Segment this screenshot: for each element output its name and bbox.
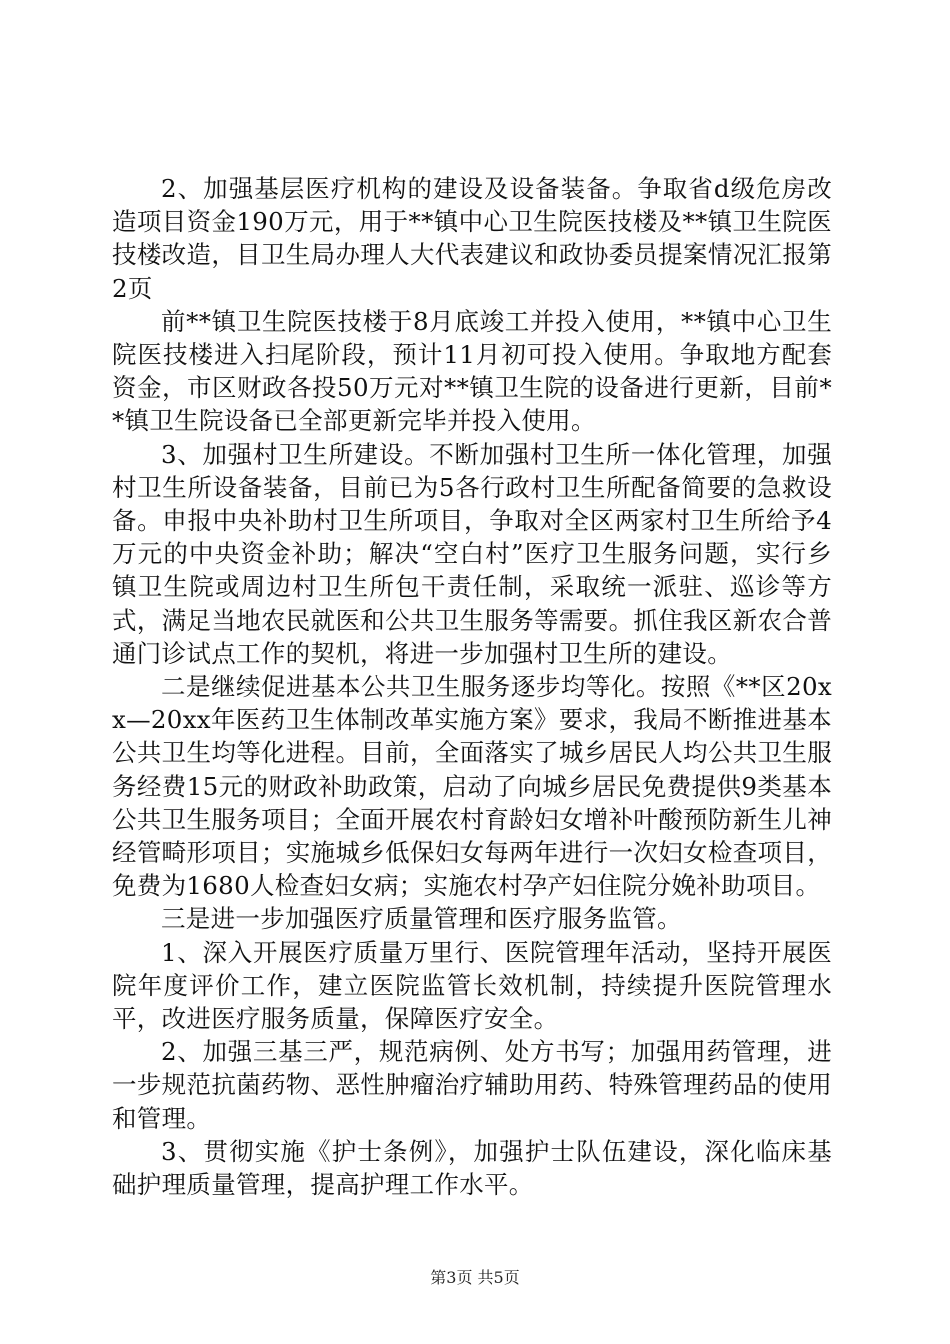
page-number-label: 第3页 共5页 xyxy=(430,1268,520,1287)
paragraph-7: 2、加强三基三严，规范病例、处方书写；加强用药管理，进一步规范抗菌药物、恶性肿瘤治疗辅助用药、特殊管理药品的使用和管理。 xyxy=(112,1037,832,1133)
paragraph-2: 前**镇卫生院医技楼于8月底竣工并投入使用，**镇中心卫生院医技楼进入扫尾阶段，预计11月初可投入使用。争取地方配套资金，市区财政各投50万元对**镇卫生院的设备进行更新，目前**镇卫生院设备已全部更新完毕并投入使用。 xyxy=(112,306,832,436)
paragraph-6: 1、深入开展医疗质量万里行、医院管理年活动，坚持开展医院年度评价工作，建立医院监管长效机制，持续提升医院管理水平，改进医疗服务质量，保障医疗安全。 xyxy=(112,937,832,1034)
paragraph-3: 3、加强村卫生所建设。不断加强村卫生所一体化管理，加强村卫生所设备装备，目前已为5各行政村卫生所配备简要的急救设备。申报中央补助村卫生所项目，争取对全区两家村卫生所给予4万元的中央资金补助；解决“空白村”医疗卫生服务问题，实行乡镇卫生院或周边村卫生所包干责任制，采取统一派驻、巡诊等方式，满足当地农民就医和公共卫生服务等需要。抓住我区新农合普通门诊试点工作的契机，将进一步加强村卫生所的建设。 xyxy=(112,439,832,668)
paragraph-4: 二是继续促进基本公共卫生服务逐步均等化。按照《**区20xx—20xx年医药卫生体制改革实施方案》要求，我局不断推进基本公共卫生均等化进程。目前，全面落实了城乡居民人均公共卫生服务经费15元的财政补助政策，启动了向城乡居民免费提供9类基本公共卫生服务项目；全面开展农村育龄妇女增补叶酸预防新生儿神经管畸形项目；实施城乡低保妇女每两年进行一次妇女检查项目，免费为1680人检查妇女病；实施农村孕产妇住院分娩补助项目。 xyxy=(112,672,832,901)
document-body xyxy=(112,172,832,1201)
paragraph-5: 三是进一步加强医疗质量管理和医疗服务监管。 xyxy=(161,904,682,934)
paragraph-8: 3、贯彻实施《护士条例》，加强护士队伍建设，深化临床基础护理质量管理，提高护理工作水平。 xyxy=(112,1136,832,1200)
paragraph-1: 2、加强基层医疗机构的建设及设备装备。争取省d级危房改造项目资金190万元，用于**镇中心卫生院医技楼及**镇卫生院医技楼改造，目卫生局办理人大代表建议和政协委员提案情况汇报第2页 xyxy=(112,174,832,303)
page-footer xyxy=(0,1268,950,1288)
